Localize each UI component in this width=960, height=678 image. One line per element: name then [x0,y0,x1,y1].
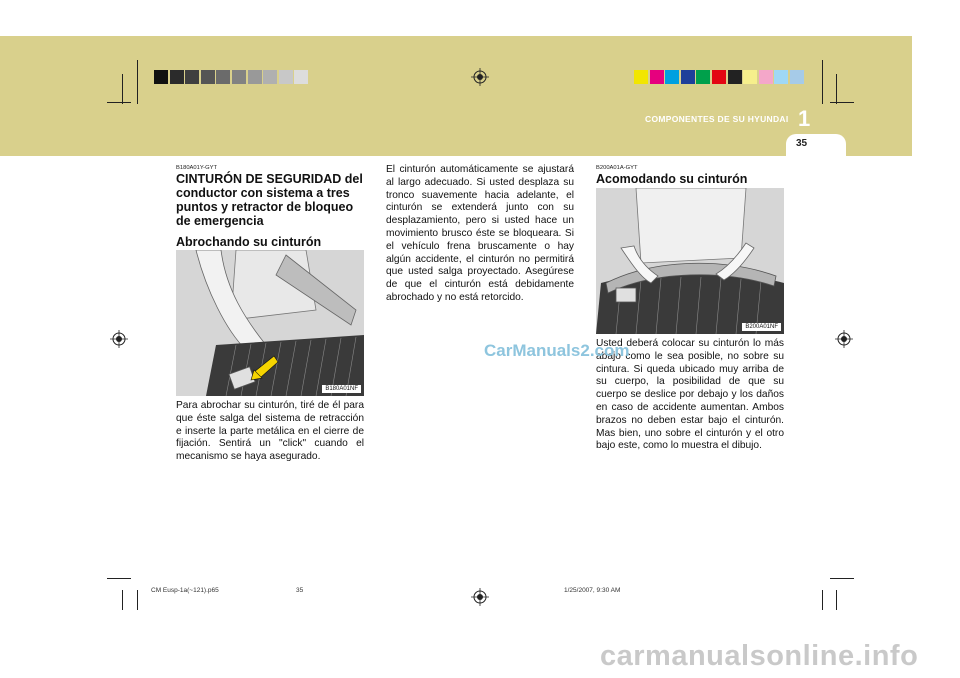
crop-mark [830,102,854,103]
gray-swatch [216,70,230,84]
crop-mark [836,590,837,610]
crop-mark [107,578,131,579]
color-swatch [712,70,726,84]
color-swatch [696,70,710,84]
section-heading: CINTURÓN DE SEGURIDAD del conductor con sistema a tres puntos y retractor de bloqueo de emergencia [176,172,363,228]
footer-filename: CM Eusp-1a(~121).p65 [151,587,219,594]
crop-mark [107,102,131,103]
color-swatch [634,70,648,84]
registration-target-icon [471,588,489,606]
section-title: COMPONENTES DE SU HYUNDAI [645,114,789,124]
color-swatch [728,70,742,84]
color-swatch [743,70,757,84]
body-text: Para abrochar su cinturón, tiré de él para que éste salga del sistema de retracción e inserte la parte metálica en el cierre de fijación. Sentirá un "click" cuando el mecanismo se haya asegurado. [176,400,364,463]
site-watermark-link[interactable]: carmanualsonline.info [600,640,919,672]
footer-timestamp: 1/25/2007, 9:30 AM [564,587,621,594]
figure-label: B200A01NF [742,323,781,331]
gray-swatch [294,70,308,84]
color-swatch [665,70,679,84]
section-subheading: Abrochando su cinturón [176,235,322,249]
gray-swatch [279,70,293,84]
seatbelt-buckling-illustration [176,250,364,396]
seatbelt-positioning-illustration [596,188,784,334]
gray-swatch [170,70,184,84]
color-swatch [774,70,788,84]
registration-target-icon [471,68,489,86]
gray-swatch [263,70,277,84]
gray-swatch [232,70,246,84]
body-text: El cinturón automáticamente se ajustará al largo adecuado. Si usted desplaza su tronco suavemente hacia adelante, el cinturón se extenderá junto con su desplazamiento, pero si usted hace un movimiento brusco éste se bloqueara. Si el vehículo frena bruscamente o hay algún accidente, el cinturón no permitirá que usted salga proyectado. Asegúrese de que el cinturón está debidamente abrochado y no está retorcido. [386,164,574,303]
chapter-number: 1 [798,106,811,131]
color-swatch [759,70,773,84]
gray-swatch [185,70,199,84]
crop-mark [137,60,138,104]
registration-target-icon [835,330,853,348]
page-number: 35 [796,138,808,149]
figure-label: B180A01NF [322,385,361,393]
section-code: B180A01Y-GYT [176,165,218,171]
gray-swatch [154,70,168,84]
crop-mark [822,590,823,610]
seatbelt-figure-drawing [596,188,784,334]
section-code: B200A01A-GYT [596,165,638,171]
crop-mark [830,578,854,579]
watermark-link[interactable]: CarManuals2.com [484,341,630,360]
crop-mark [836,74,837,104]
page-number-tab [786,134,846,156]
gray-swatch [201,70,215,84]
section-heading: Acomodando su cinturón [596,172,748,186]
body-text: Usted deberá colocar su cinturón lo más abajo como le sea posible, no sobre su cintura. Si queda ubicado muy arriba de su cuerpo, la posibilidad de que su cuerpo se deslice por debajo y los daños en caso de accidente aumentan. Ambos brazos no deben estar bajo el cinturón. Mas bien, uno sobre el cinturón y el otro bajo este, como lo muestra el dibujo. [596,338,784,452]
crop-mark [137,590,138,610]
gray-swatch [248,70,262,84]
color-swatch [790,70,804,84]
color-swatch [650,70,664,84]
color-swatch [681,70,695,84]
seatbelt-figure-drawing [176,250,364,396]
crop-mark [122,74,123,104]
crop-mark [122,590,123,610]
crop-mark [822,60,823,104]
footer-page-number: 35 [296,587,304,594]
registration-target-icon [110,330,128,348]
